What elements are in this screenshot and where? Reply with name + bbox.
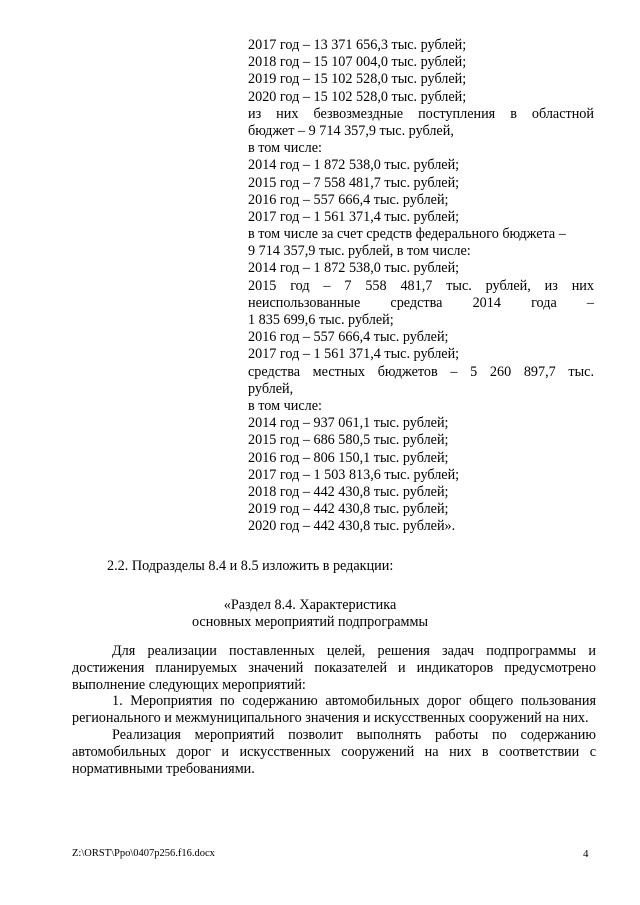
paragraph: Реализация мероприятий позволит выполнять работы по содержанию автомобильных дорог и искусственных сооружений на них в соответствии с нормативными требованиями. <box>72 726 596 777</box>
budget-line: 2018 год – 15 107 004,0 тыс. рублей; <box>248 54 467 71</box>
budget-line: 2016 год – 557 666,4 тыс. рублей; <box>248 329 449 346</box>
body-text <box>72 643 596 777</box>
budget-line: средства местных бюджетов – 5 260 897,7 тыс. <box>248 363 594 380</box>
budget-line: 2017 год – 1 561 371,4 тыс. рублей; <box>248 208 460 225</box>
budget-line: 2017 год – 13 371 656,3 тыс. рублей; <box>248 37 467 53</box>
budget-line: 2014 год – 1 872 538,0 тыс. рублей; <box>248 157 460 174</box>
budget-line: 2019 год – 442 430,8 тыс. рублей; <box>248 501 449 518</box>
subsection-heading: 2.2. Подразделы 8.4 и 8.5 изложить в редакции: <box>107 558 394 574</box>
paragraph: 1. Мероприятия по содержанию автомобильных дорог общего пользования регионального и межмуниципального значения и искусственных сооружений на них. <box>72 693 596 727</box>
budget-list <box>248 37 594 535</box>
budget-line: 2020 год – 15 102 528,0 тыс. рублей; <box>248 88 467 105</box>
budget-line: 9 714 357,9 тыс. рублей, в том числе: <box>248 243 471 260</box>
budget-line: из них безвозмездные поступления в областной <box>248 105 594 122</box>
budget-line: 2017 год – 1 561 371,4 тыс. рублей; <box>248 346 460 363</box>
budget-line: 2014 год – 937 061,1 тыс. рублей; <box>248 415 449 432</box>
budget-line: 2015 год – 7 558 481,7 тыс. рублей; <box>248 174 460 191</box>
budget-line: рублей, <box>248 380 294 397</box>
footer-file-path: Z:\ORST\Ppo\0407p256.f16.docx <box>72 848 215 859</box>
budget-line: 2019 год – 15 102 528,0 тыс. рублей; <box>248 71 467 88</box>
section-title-line: основных мероприятий подпрограммы <box>191 614 429 631</box>
budget-line: 2018 год – 442 430,8 тыс. рублей; <box>248 483 449 500</box>
budget-line: 1 835 699,6 тыс. рублей; <box>248 312 394 328</box>
budget-line: в том числе: <box>248 140 322 157</box>
budget-line: бюджет – 9 714 357,9 тыс. рублей, <box>248 122 454 139</box>
budget-line: 2014 год – 1 872 538,0 тыс. рублей; <box>248 260 460 277</box>
budget-line: неиспользованные средства 2014 года – <box>248 294 594 311</box>
budget-line: 2015 год – 686 580,5 тыс. рублей; <box>248 432 449 449</box>
budget-line: 2016 год – 806 150,1 тыс. рублей; <box>248 449 449 466</box>
budget-line: в том числе за счет средств федерального бюджета – <box>248 226 566 243</box>
budget-line: 2016 год – 557 666,4 тыс. рублей; <box>248 191 449 208</box>
page-number: 4 <box>583 848 589 860</box>
section-title <box>130 597 490 631</box>
budget-line: 2017 год – 1 503 813,6 тыс. рублей; <box>248 466 460 483</box>
budget-line: в том числе: <box>248 397 322 414</box>
paragraph: Для реализации поставленных целей, решения задач подпрограммы и достижения планируемых значений показателей и индикаторов предусмотрено выполнение следующих мероприятий: <box>72 643 596 693</box>
budget-line: 2020 год – 442 430,8 тыс. рублей». <box>248 518 456 535</box>
budget-line: 2015 год – 7 558 481,7 тыс. рублей, из них <box>248 277 594 294</box>
section-title-line: «Раздел 8.4. Характеристика <box>223 597 397 613</box>
